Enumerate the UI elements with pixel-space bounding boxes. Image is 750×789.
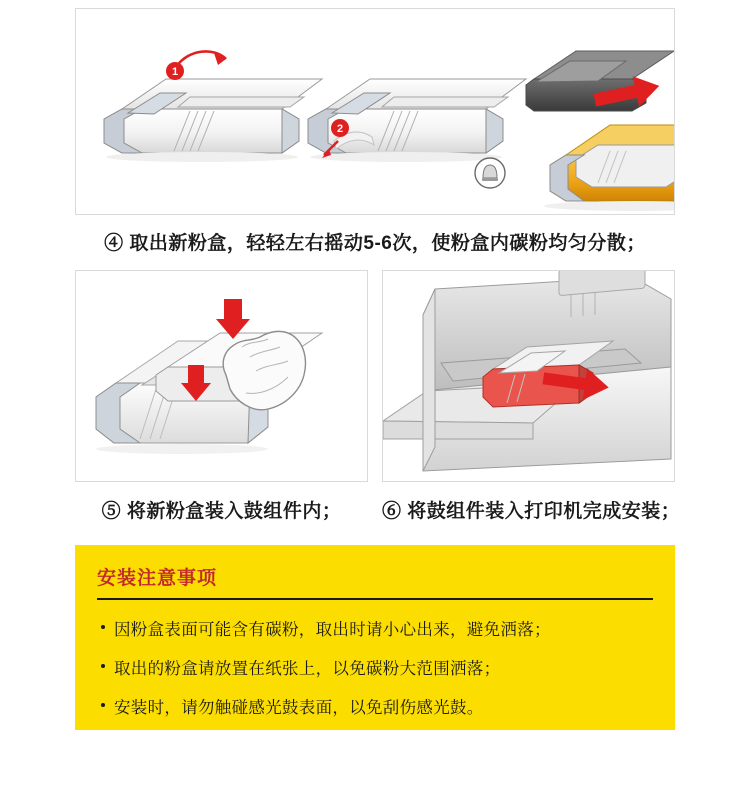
insert-drum-into-printer-illustration (383, 271, 675, 482)
notice-box (75, 545, 675, 730)
caution-icon (475, 158, 505, 188)
step-5-caption: ⑤ 将新粉盒装入鼓组件内； (101, 501, 342, 522)
notice-divider (97, 598, 653, 600)
svg-text:2: 2 (336, 123, 344, 135)
toner-cartridge-left (104, 79, 322, 162)
shake-arrow-marker-1 (166, 51, 226, 80)
notice-list (75, 616, 675, 718)
notice-item: 因粉盒表面可能含有碳粉，取出时请小心出来，避免洒落； (101, 616, 675, 640)
toner-shake-illustration (76, 9, 675, 215)
svg-text:1: 1 (171, 66, 179, 78)
notice-item: 取出的粉盒请放置在纸张上，以免碳粉大范围洒落； (101, 655, 675, 679)
step-5-illustration-panel (75, 270, 368, 482)
insert-toner-into-drum-illustration (76, 271, 368, 482)
drum-unit-assembly (526, 51, 675, 211)
notice-item: 安装时，请勿触碰感光鼓表面，以免刮伤感光鼓。 (101, 694, 675, 718)
step-6-caption: ⑥ 将鼓组件装入打印机完成安装； (382, 501, 681, 522)
step-4-caption: ④ 取出新粉盒，轻轻左右摇动5-6次，使粉盒内碳粉均匀分散； (104, 233, 646, 254)
step-6-illustration-panel (382, 270, 675, 482)
notice-title: 安装注意事项 (97, 568, 218, 589)
step-4-illustration-panel (75, 8, 675, 215)
